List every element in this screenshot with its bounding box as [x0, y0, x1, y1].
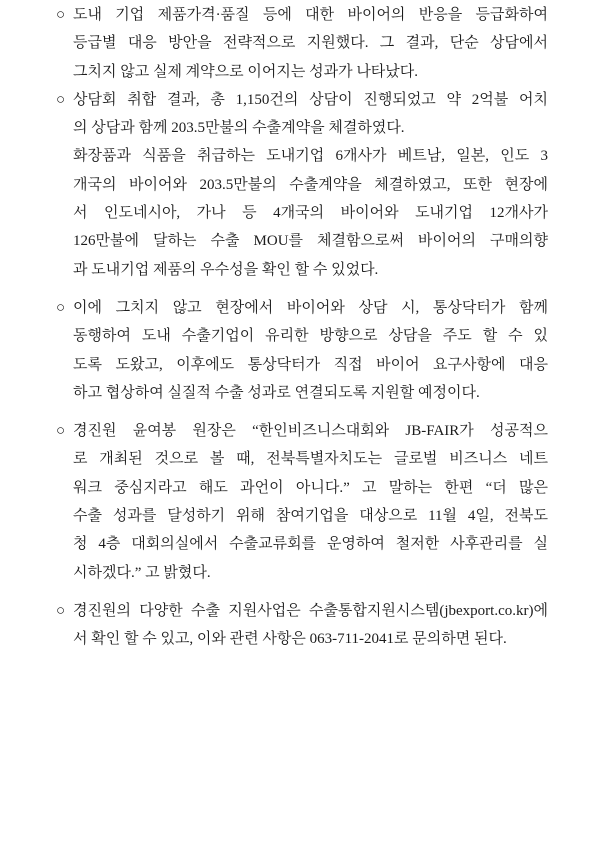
text-line: 그치지 않고 실제 계약으로 이어지는 성과가 나타났다. [73, 63, 419, 80]
text-line: 로 개최된 것으로 볼 때, 전북특별자치도는 글로벌 비즈니스 네트 [73, 451, 548, 468]
bullet-paragraph [56, 294, 548, 407]
circle-bullet: ○ [56, 91, 66, 108]
text-line: 의 상담과 함께 203.5만불의 수출계약을 체결하였다. [73, 120, 405, 137]
text-line: 상담회 취합 결과, 총 1,150건의 상담이 진행되었고 약 2억불 어치 [73, 91, 548, 108]
paragraph-blocks [73, 294, 548, 407]
text-line: 126만불에 달하는 수출 MOU를 체결함으로써 바이어의 구매의향 [73, 233, 548, 250]
text-line: 워크 중심지라고 해도 과언이 아니다.” 고 말하는 한편 “더 많은 [73, 479, 548, 496]
text-line: 도록 도왔고, 이후에도 통상닥터가 직접 바이어 요구사항에 대응 [73, 356, 548, 373]
text-line: 도내 기업 제품가격·품질 등에 대한 바이어의 반응을 등급화하여 [73, 7, 548, 23]
text-block [73, 597, 548, 654]
text-line: 경진원의 다양한 수출 지원사업은 수출통합지원시스템(jbexport.co.kr)에 [73, 602, 548, 619]
text-line: 경진원 윤여봉 원장은 “한인비즈니스대회와 JB-FAIR가 성공적으 [73, 423, 548, 440]
bullet-paragraph [56, 86, 548, 284]
text-block [73, 142, 548, 283]
text-line: 수출 성과를 달성하기 위해 참여기업을 대상으로 11월 4일, 전북도 [73, 508, 548, 525]
text-line: 서 확인 할 수 있고, 이와 관련 사항은 063-711-2041로 문의하면 된다. [73, 631, 507, 648]
paragraph-blocks [73, 1, 548, 86]
text-block [73, 294, 548, 407]
paragraph-blocks [73, 597, 548, 654]
text-line: 하고 협상하여 실질적 수출 성과로 연결되도록 지원할 예정이다. [73, 384, 480, 401]
text-block [73, 86, 548, 143]
bullet-paragraph [56, 417, 548, 587]
circle-bullet: ○ [56, 7, 66, 23]
paragraph-blocks [73, 86, 548, 284]
text-block [73, 1, 548, 86]
paragraph-blocks [73, 417, 548, 587]
bullet-paragraph [56, 597, 548, 654]
circle-bullet: ○ [56, 299, 66, 316]
text-line: 동행하여 도내 수출기업이 유리한 방향으로 상담을 주도 할 수 있 [73, 328, 548, 345]
text-line: 서 인도네시아, 가나 등 4개국의 바이어와 도내기업 12개사가 [73, 205, 548, 222]
circle-bullet: ○ [56, 423, 66, 440]
text-line: 시하겠다.” 고 밝혔다. [73, 564, 211, 581]
text-block [73, 417, 548, 587]
bullet-paragraph [56, 1, 548, 86]
text-line: 화장품과 식품을 취급하는 도내기업 6개사가 베트남, 일본, 인도 3 [73, 148, 548, 165]
text-line: 개국의 바이어와 203.5만불의 수출계약을 체결하였고, 또한 현장에 [73, 176, 548, 193]
circle-bullet: ○ [56, 602, 66, 619]
text-line: 청 4층 대회의실에서 수출교류회를 운영하여 철저한 사후관리를 실 [73, 536, 548, 553]
text-line: 등급별 대응 방안을 전략적으로 지원했다. 그 결과, 단순 상담에서 [73, 35, 548, 52]
text-line: 과 도내기업 제품의 우수성을 확인 할 수 있었다. [73, 261, 379, 278]
text-line: 이에 그치지 않고 현장에서 바이어와 상담 시, 통상닥터가 함께 [73, 299, 548, 316]
